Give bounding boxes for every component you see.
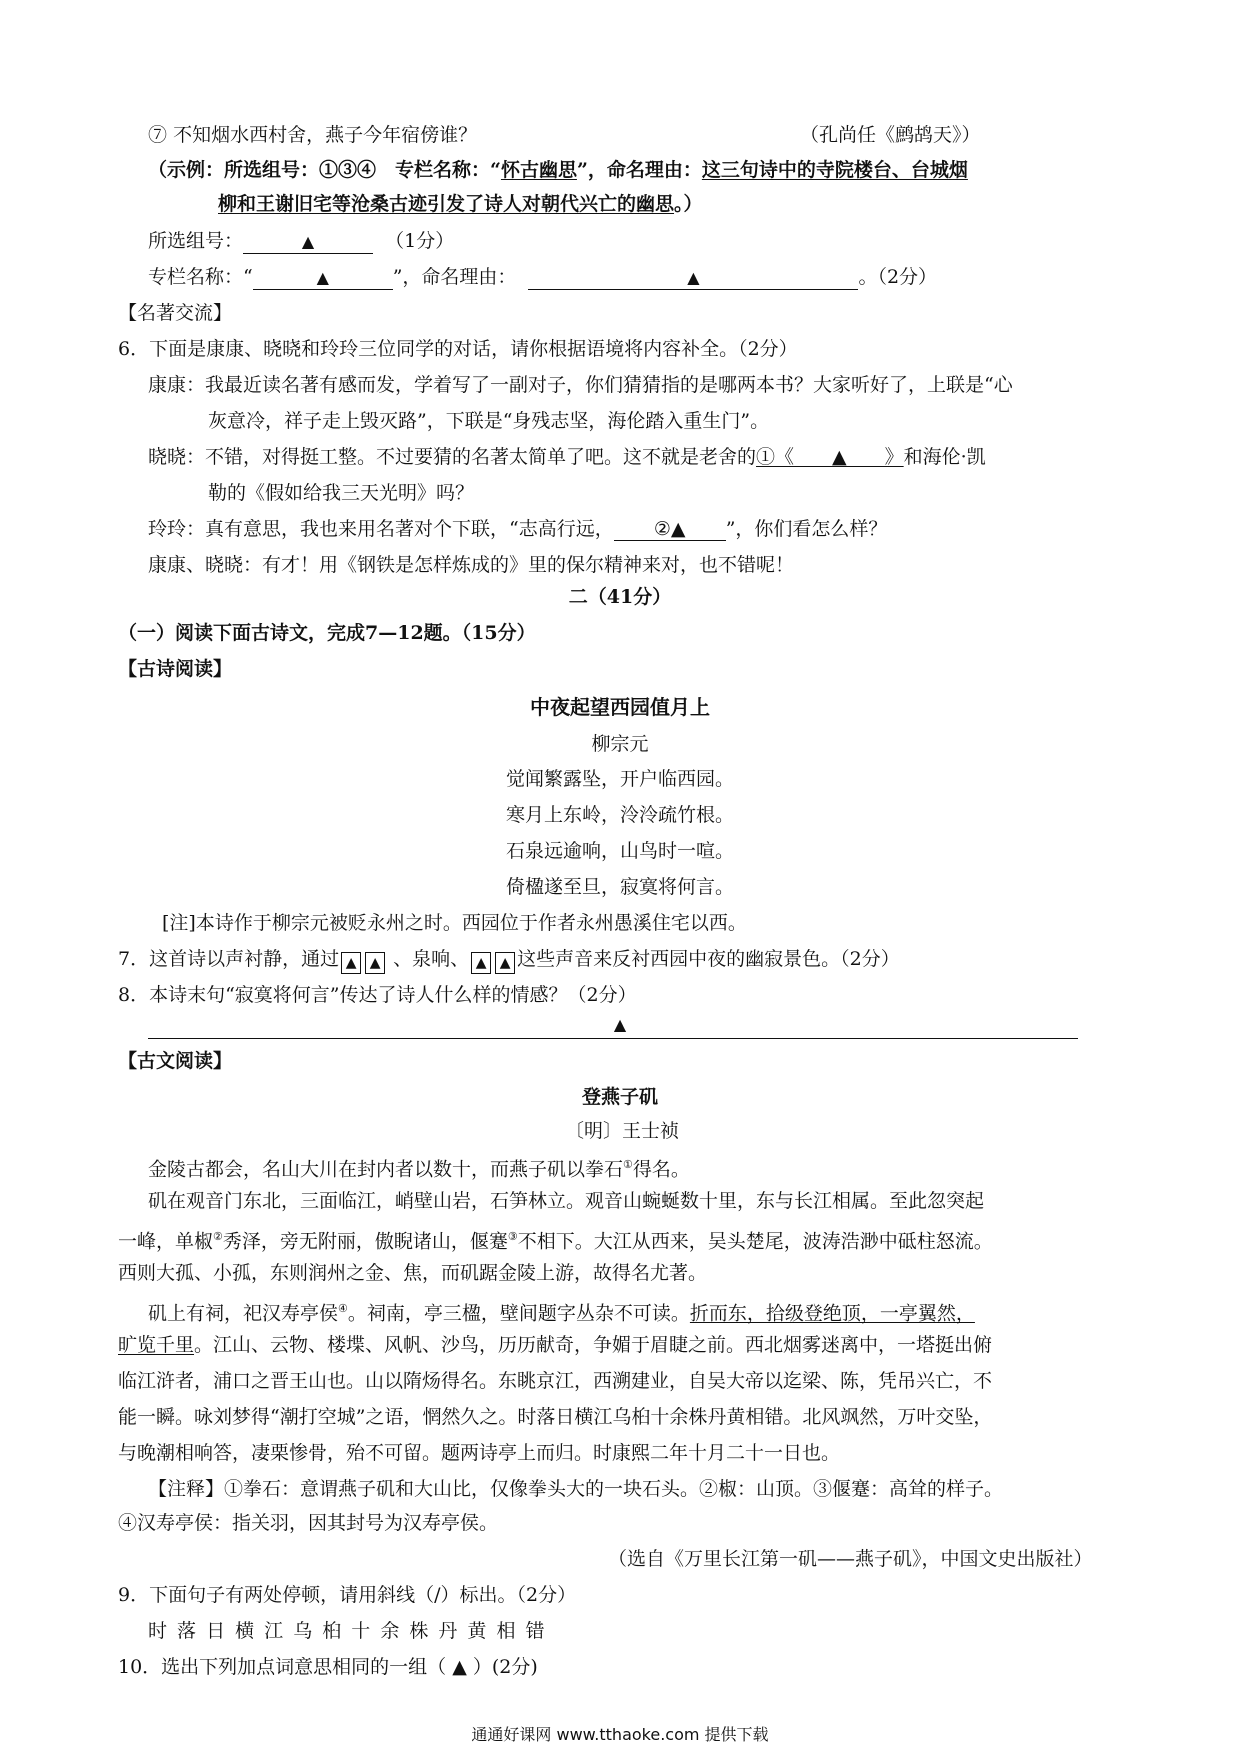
example-end: 。）	[674, 193, 703, 215]
column-name-blank[interactable]	[253, 266, 393, 290]
poem-heading: 【古诗阅读】	[118, 658, 233, 680]
underlined-sentence-end: 旷览千里	[118, 1334, 195, 1356]
xiaoxiao-text-end: 和海伦·凯	[903, 446, 986, 468]
column-answer-line	[148, 264, 937, 290]
example-column-name: 怀古幽思	[500, 159, 577, 181]
example-line2	[218, 191, 703, 217]
answer-marker: ▲	[316, 268, 329, 287]
q7-blank-4[interactable]: ▲	[495, 952, 515, 974]
section1-instructions: （一）阅读下面古诗文，完成7—12题。（15分）	[118, 622, 536, 644]
kangkang-xiaoxiao-line: 康康、晓晓：有才！用《钢铁是怎样炼成的》里的保尔精神来对，也不错呢！	[148, 554, 795, 576]
prose-author: 〔明〕王士祯	[565, 1120, 680, 1142]
q7-blank-1[interactable]: ▲	[341, 952, 361, 974]
xiaoxiao-text: 晓晓：不错，对得挺工整。不过要猜的名著太简单了吧。这不就是老舍的	[148, 446, 757, 468]
footnote-ref: ④	[338, 1302, 348, 1315]
poem-line: 石泉远逾响，山鸟时一喧。	[505, 840, 734, 862]
book-blank-1[interactable]: ①《 ▲ 》	[756, 446, 904, 468]
poem-title: 中夜起望西园值月上	[530, 695, 710, 719]
group-answer-blank[interactable]	[243, 230, 373, 254]
lingling-text-end: ”，你们看怎么样？	[725, 518, 888, 540]
q7-stem	[118, 946, 900, 974]
prose-notes-line2: ④汉寿亭侯：指关羽，因其封号为汉寿亭侯。	[118, 1512, 499, 1534]
prose-title: 登燕子矶	[581, 1086, 658, 1108]
prose-notes-line1: 【注释】①拳石：意谓燕子矶和大山比，仅像拳头大的一块石头。②椒：山顶。③偃蹇：高耸的样子。	[148, 1478, 1004, 1500]
lingling-line	[148, 516, 887, 542]
prose-text: 矶上有祠，祀汉寿亭侯	[148, 1302, 339, 1325]
couplet-blank-2[interactable]	[614, 518, 726, 541]
q9-stem: 9．下面句子有两处停顿，请用斜线（/）标出。（2分）	[118, 1584, 577, 1606]
page-footer: 通通好课网 www.tthaoke.com 提供下载	[471, 1725, 769, 1744]
kangkang-line1: 康康：我最近读名著有感而发，学着写了一副对子，你们猜猜指的是哪两本书？大家听好了，上联是“心	[148, 374, 1013, 396]
poem-line: 寒月上东岭，泠泠疏竹根。	[505, 804, 734, 826]
q7-text: 7．这首诗以声衬静，通过	[118, 948, 340, 970]
prose-text: 。祠南，亭三楹，壁间题字丛杂不可读。	[347, 1302, 690, 1325]
example-line1	[148, 157, 968, 183]
couplet-blank-label: ②▲	[653, 518, 686, 540]
prose-p3-line5: 与晚潮相响答，凄栗惨骨，殆不可留。题两诗亭上而归。时康熙二年十月二十一日也。	[118, 1442, 841, 1464]
group-answer-line	[148, 228, 454, 254]
q8-answer-line[interactable]	[148, 1038, 1078, 1039]
item7-text: 不知烟水西村舍，燕子今年宿傍谁？	[173, 124, 478, 146]
prose-p3-line4: 能一瞬。咏刘梦得“潮打空城”之语，惘然久之。时落日横江乌桕十余株丹黄相错。北风飒然，万叶交坠，	[118, 1406, 993, 1428]
example-prefix: （示例：所选组号：①③④ 专栏名称：“	[148, 159, 501, 181]
q6-stem: 6．下面是康康、晓晓和玲玲三位同学的对话，请你根据语境将内容补全。（2分）	[118, 338, 798, 360]
group-label: 所选组号：	[148, 230, 244, 252]
footnote-ref: ①	[623, 1158, 633, 1171]
q9-sentence[interactable]: 时 落 日 横 江 乌 桕 十 余 株 丹 黄 相 错	[148, 1620, 547, 1642]
q8-answer-marker: ▲	[613, 1015, 627, 1034]
example-reason-label: ”，命名理由：	[576, 159, 702, 181]
column-score: 。（2分）	[858, 266, 938, 288]
classics-heading: 【名著交流】	[118, 302, 233, 324]
prose-text: 秀泽，旁无附丽，傲睨诸山，偃蹇	[222, 1230, 508, 1253]
footnote-ref: ②	[213, 1230, 223, 1243]
reason-label: ”，命名理由：	[392, 266, 517, 288]
prose-p2-line3: 西则大孤、小孤，东则润州之金、焦，而矶踞金陵上游，故得名尤著。	[118, 1262, 708, 1284]
poem-line: 觉闻繁露坠，开户临西园。	[505, 768, 734, 790]
reason-blank[interactable]	[528, 266, 858, 290]
poem-author: 柳宗元	[591, 733, 649, 755]
q5-item7-source: （孔尚任《鹧鸪天》）	[800, 124, 981, 146]
q7-text-end: 这些声音来反衬西园中夜的幽寂景色。（2分）	[517, 948, 900, 970]
answer-marker: ▲	[301, 232, 315, 251]
prose-text: 一峰，单椒	[118, 1230, 214, 1253]
prose-p3-line1	[148, 1296, 975, 1326]
footnote-ref: ③	[507, 1230, 518, 1243]
prose-text: 。江山、云物、楼堞、风帆、沙鸟，历历献奇，争媚于眉睫之前。西北烟雾迷离中，一塔挺出俯	[194, 1334, 993, 1356]
example-reason-part2: 柳和王谢旧宅等沧桑古迹引发了诗人对朝代兴亡的幽思	[218, 193, 675, 215]
prose-p2-line2	[118, 1224, 993, 1254]
prose-text: 金陵古都会，名山大川在封内者以数十，而燕子矶以拳石	[148, 1158, 624, 1181]
column-label: 专栏名称：“	[148, 266, 253, 288]
prose-heading: 【古文阅读】	[118, 1050, 233, 1072]
example-reason-part1: 这三句诗中的寺院楼台、台城烟	[701, 159, 968, 181]
prose-p1	[148, 1152, 690, 1182]
answer-marker: ▲	[687, 268, 700, 287]
q8-stem: 8．本诗末句“寂寞将何言”传达了诗人什么样的情感？（2分）	[118, 984, 637, 1006]
prose-source: （选自《万里长江第一矶——燕子矶》，中国文史出版社）	[608, 1548, 1093, 1570]
kangkang-line2: 灰意冷，祥子走上毁灭路”，下联是“身残志坚，海伦踏入重生门”。	[208, 410, 770, 432]
prose-p3-line3: 临江浒者，浦口之晋王山也。山以隋炀得名。东眺京江，西溯建业，自吴大帝以迄梁、陈，凭吊兴亡，不	[118, 1370, 993, 1392]
q7-blank-2[interactable]: ▲	[365, 952, 385, 974]
part2-title: 二（41分）	[568, 586, 672, 608]
xiaoxiao-line2: 勒的《假如给我三天光明》吗？	[208, 482, 475, 504]
item-number: ⑦	[148, 124, 168, 146]
prose-p3-line2	[118, 1332, 992, 1358]
xiaoxiao-line1	[148, 444, 986, 470]
underlined-sentence: 折而东，拾级登绝顶，一亭翼然，	[689, 1302, 975, 1325]
prose-text: 不相下。大江从西来，吴头楚尾，波涛浩渺中砥柱怒流。	[517, 1230, 993, 1253]
poem-line: 倚楹遂至旦，寂寞将何言。	[505, 876, 734, 898]
poem-note: [注]本诗作于柳宗元被贬永州之时。西园位于作者永州愚溪住宅以西。	[162, 912, 747, 934]
q7-text-mid: 、泉响、	[393, 948, 470, 970]
prose-text: 得名。	[632, 1158, 690, 1181]
q10-stem: 10．选出下列加点词意思相同的一组（ ▲ ）(2分)	[118, 1656, 538, 1678]
lingling-text: 玲玲：真有意思，我也来用名著对个下联，“志高行远，	[148, 518, 614, 540]
group-score: （1分）	[385, 230, 455, 252]
prose-p2-line1: 矶在观音门东北，三面临江，峭壁山岩，石笋林立。观音山蜿蜒数十里，东与长江相属。至此忽突起	[148, 1190, 985, 1212]
q7-blank-3[interactable]: ▲	[471, 952, 491, 974]
q5-item7	[148, 122, 477, 148]
